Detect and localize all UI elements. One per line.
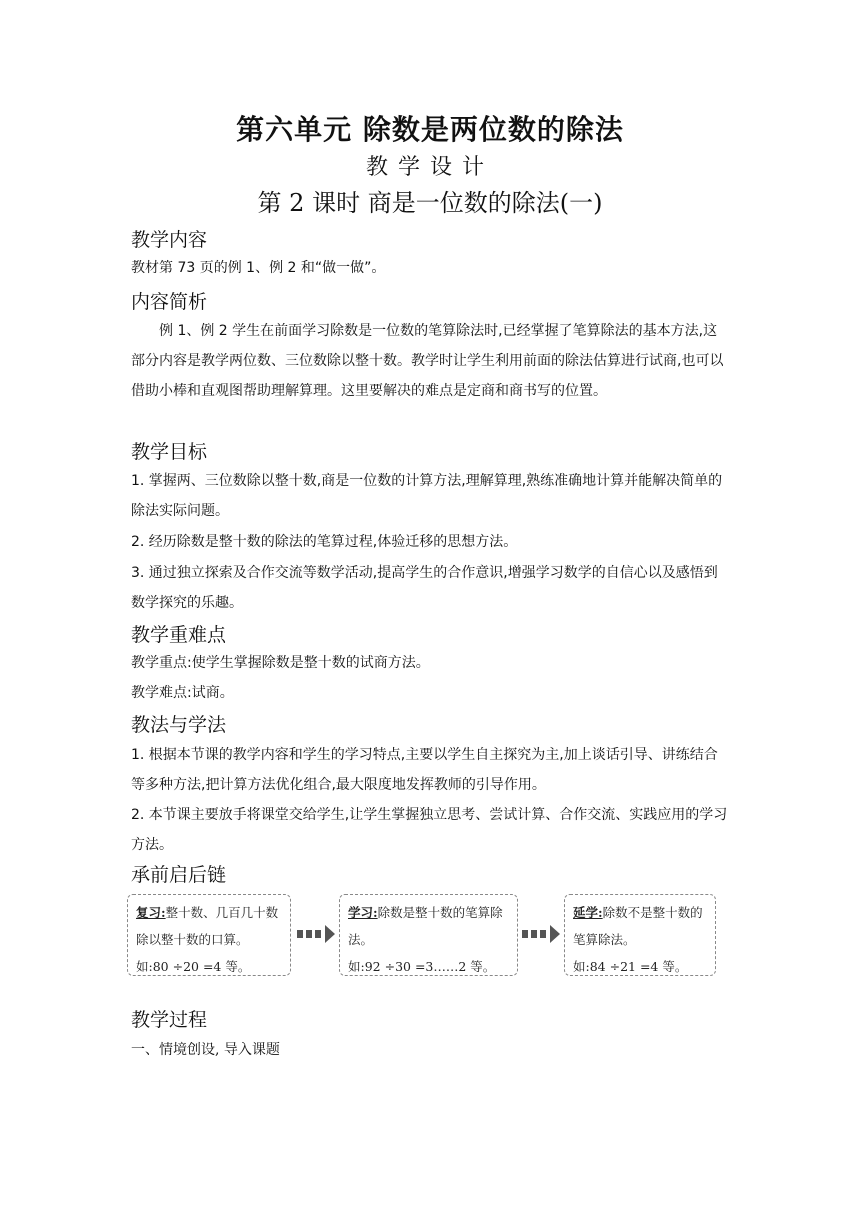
extend-label: 延学: <box>573 905 603 920</box>
learn-example: 如:92 ÷30 =3……2 等。 <box>348 959 496 974</box>
section-heading-chain: 承前启后链 <box>131 864 227 886</box>
flow-arrow-icon <box>297 925 335 943</box>
key-point-text: 教学重点:使学生掌握除数是整十数的试商方法。 <box>131 655 430 671</box>
section-heading-goals: 教学目标 <box>131 441 208 463</box>
section-heading-methods: 教法与学法 <box>131 714 227 736</box>
analysis-text: 例 1、例 2 学生在前面学习除数是一位数的笔算除法时,已经掌握了笔算除法的基本方法,这部分内容是教学两位数、三位数除以整十数。教学时让学生利用前面的除法估算进行试商,也可以借助小棒和直观图帮助理解算理。这里要解决的难点是定商和商书写的位置。 <box>131 323 724 399</box>
section-heading-key-points: 教学重难点 <box>131 624 227 646</box>
review-text: 整十数、几百几十数除以整十数的口算。 <box>136 905 279 947</box>
extend-text: 除数不是整十数的笔算除法。 <box>573 905 703 947</box>
section-heading-analysis: 内容简析 <box>131 291 208 313</box>
review-box <box>127 894 291 976</box>
goal-item: 1. 掌握两、三位数除以整十数,商是一位数的计算方法,理解算理,熟练准确地计算并能解决简单的除法实际问题。 <box>131 473 723 519</box>
method-item: 2. 本节课主要放手将课堂交给学生,让学生掌握独立思考、尝试计算、合作交流、实践应用的学习方法。 <box>131 807 728 853</box>
learn-label: 学习: <box>348 905 378 920</box>
unit-title: 第六单元 除数是两位数的除法 <box>236 113 624 146</box>
extend-box <box>564 894 716 976</box>
section-heading-content: 教学内容 <box>131 229 208 251</box>
section-heading-process: 教学过程 <box>131 1009 208 1031</box>
content-text: 教材第 73 页的例 1、例 2 和“做一做”。 <box>131 260 386 276</box>
learn-text: 除数是整十数的笔算除法。 <box>348 905 503 947</box>
goal-item: 3. 通过独立探索及合作交流等数学活动,提高学生的合作意识,增强学习数学的自信心以及感悟到数学探究的乐趣。 <box>131 565 718 611</box>
goal-item: 2. 经历除数是整十数的除法的笔算过程,体验迁移的思想方法。 <box>131 534 518 550</box>
process-step-1: 一、情境创设, 导入课题 <box>131 1042 280 1058</box>
extend-example: 如:84 ÷21 =4 等。 <box>573 959 688 974</box>
lesson-title: 第 2 课时 商是一位数的除法(一) <box>257 189 603 217</box>
learn-box <box>339 894 518 976</box>
review-example: 如:80 ÷20 =4 等。 <box>136 959 251 974</box>
review-label: 复习: <box>136 905 166 920</box>
method-item: 1. 根据本节课的教学内容和学生的学习特点,主要以学生自主探究为主,加上谈话引导、讲练结合等多种方法,把计算方法优化组合,最大限度地发挥教师的引导作用。 <box>131 747 718 793</box>
difficulty-text: 教学难点:试商。 <box>131 685 234 701</box>
flow-arrow-icon <box>522 925 560 943</box>
document-subtitle: 教学设计 <box>365 155 494 180</box>
